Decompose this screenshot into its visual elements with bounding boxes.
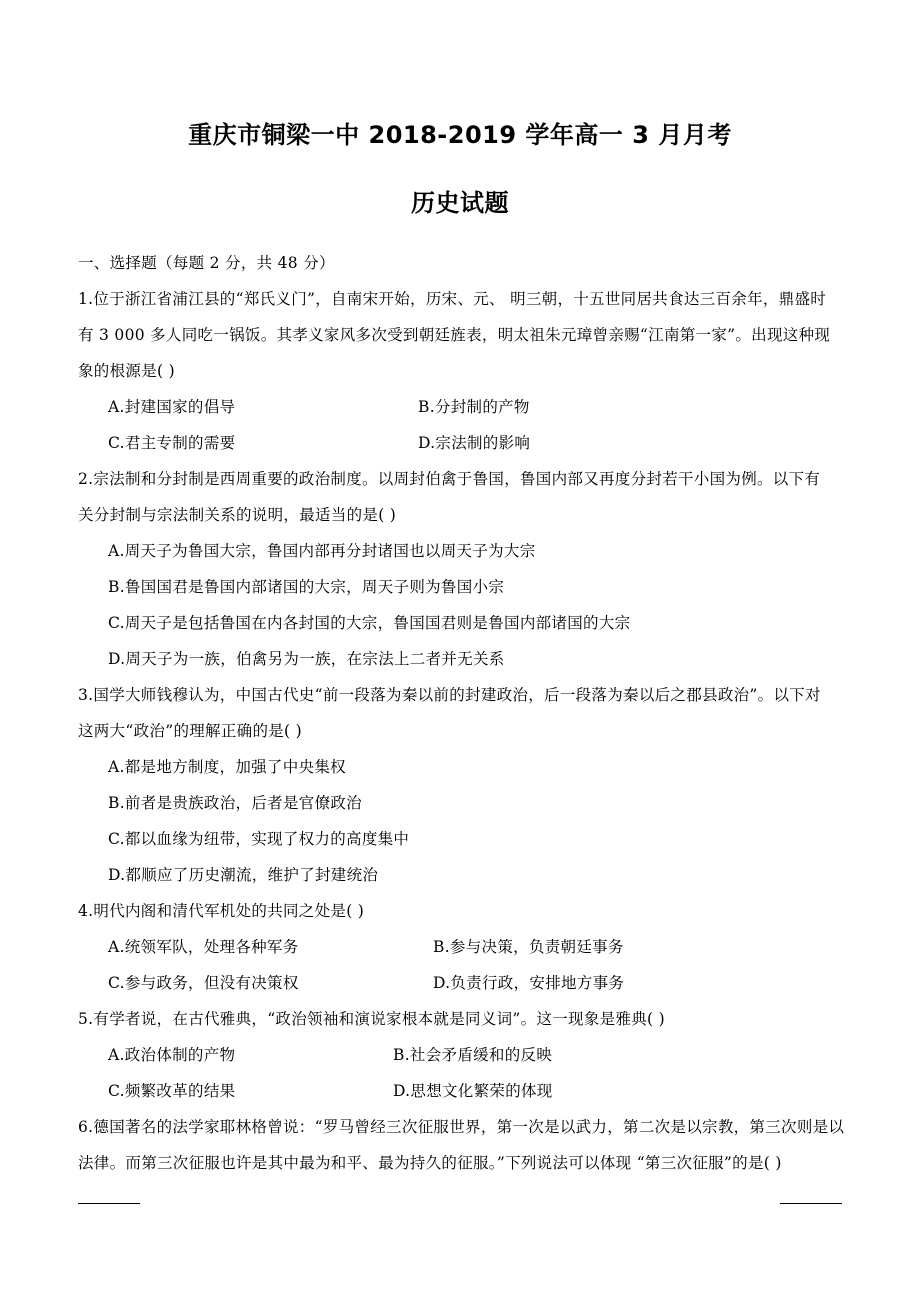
question-1-option-a: A.封建国家的倡导 bbox=[108, 398, 236, 416]
question-2-option-d: D.周天子为一族，伯禽另为一族，在宗法上二者并无关系 bbox=[108, 650, 505, 668]
question-5-option-d: D.思想文化繁荣的体现 bbox=[393, 1082, 553, 1100]
question-5-option-b: B.社会矛盾缓和的反映 bbox=[393, 1046, 553, 1064]
question-5-line-1: 5.有学者说，在古代雅典，“政治领袖和演说家根本就是同义词”。这一现象是雅典( ) bbox=[78, 1010, 665, 1028]
question-4-option-b: B.参与决策，负责朝廷事务 bbox=[433, 938, 624, 956]
section-heading: 一、选择题（每题 2 分，共 48 分） bbox=[78, 254, 335, 272]
question-2-option-b: B.鲁国国君是鲁国内部诸国的大宗，周天子则为鲁国小宗 bbox=[108, 578, 505, 596]
question-5-option-a: A.政治体制的产物 bbox=[108, 1046, 236, 1064]
question-2-option-a: A.周天子为鲁国大宗，鲁国内部再分封诸国也以周天子为大宗 bbox=[108, 542, 536, 560]
footer-rule-left bbox=[78, 1203, 140, 1204]
document-title: 重庆市铜梁一中 2018-2019 学年高一 3 月月考 bbox=[188, 121, 732, 149]
question-4-line-1: 4.明代内阁和清代军机处的共同之处是( ) bbox=[78, 902, 365, 920]
question-6-line-2: 法律。而第三次征服也许是其中最为和平、最为持久的征服。”下列说法可以体现 “第三次征服”的是( ) bbox=[78, 1154, 782, 1172]
question-1-line-3: 象的根源是( ) bbox=[78, 362, 175, 380]
question-4-option-d: D.负责行政，安排地方事务 bbox=[433, 974, 625, 992]
question-3-option-c: C.都以血缘为纽带，实现了权力的高度集中 bbox=[108, 830, 410, 848]
question-2-line-2: 关分封制与宗法制关系的说明，最适当的是( ) bbox=[78, 506, 397, 524]
question-1-option-b: B.分封制的产物 bbox=[418, 398, 530, 416]
question-3-option-d: D.都顺应了历史潮流，维护了封建统治 bbox=[108, 866, 379, 884]
question-3-option-a: A.都是地方制度，加强了中央集权 bbox=[108, 758, 346, 776]
question-1-option-d: D.宗法制的影响 bbox=[418, 434, 531, 452]
question-4-option-c: C.参与政务，但没有决策权 bbox=[108, 974, 299, 992]
question-1-line-1: 1.位于浙江省浦江县的“郑氏义门”，自南宋开始，历宋、元、 明三朝，十五世同居共食达三百余年，鼎盛时 bbox=[78, 290, 827, 308]
question-1-option-c: C.君主专制的需要 bbox=[108, 434, 236, 452]
question-2-option-c: C.周天子是包括鲁国在内各封国的大宗，鲁国国君则是鲁国内部诸国的大宗 bbox=[108, 614, 631, 632]
question-4-option-a: A.统领军队，处理各种军务 bbox=[108, 938, 299, 956]
question-3-line-2: 这两大“政治”的理解正确的是( ) bbox=[78, 722, 302, 740]
question-3-option-b: B.前者是贵族政治，后者是官僚政治 bbox=[108, 794, 362, 812]
question-6-line-1: 6.德国著名的法学家耶林格曾说：“罗马曾经三次征服世界，第一次是以武力，第二次是以宗教，第三次则是以 bbox=[78, 1118, 845, 1136]
footer-rule-right bbox=[780, 1203, 842, 1204]
document-subtitle: 历史试题 bbox=[411, 189, 509, 217]
question-3-line-1: 3.国学大师钱穆认为，中国古代史“前一段落为秦以前的封建政治，后一段落为秦以后之郡县政治”。以下对 bbox=[78, 686, 821, 704]
question-5-option-c: C.频繁改革的结果 bbox=[108, 1082, 236, 1100]
question-2-line-1: 2.宗法制和分封制是西周重要的政治制度。以周封伯禽于鲁国，鲁国内部又再度分封若干小国为例。以下有 bbox=[78, 470, 821, 488]
question-1-line-2: 有 3 000 多人同吃一锅饭。其孝义家风多次受到朝廷旌表，明太祖朱元璋曾亲赐“江南第一家”。出现这种现 bbox=[78, 326, 831, 344]
